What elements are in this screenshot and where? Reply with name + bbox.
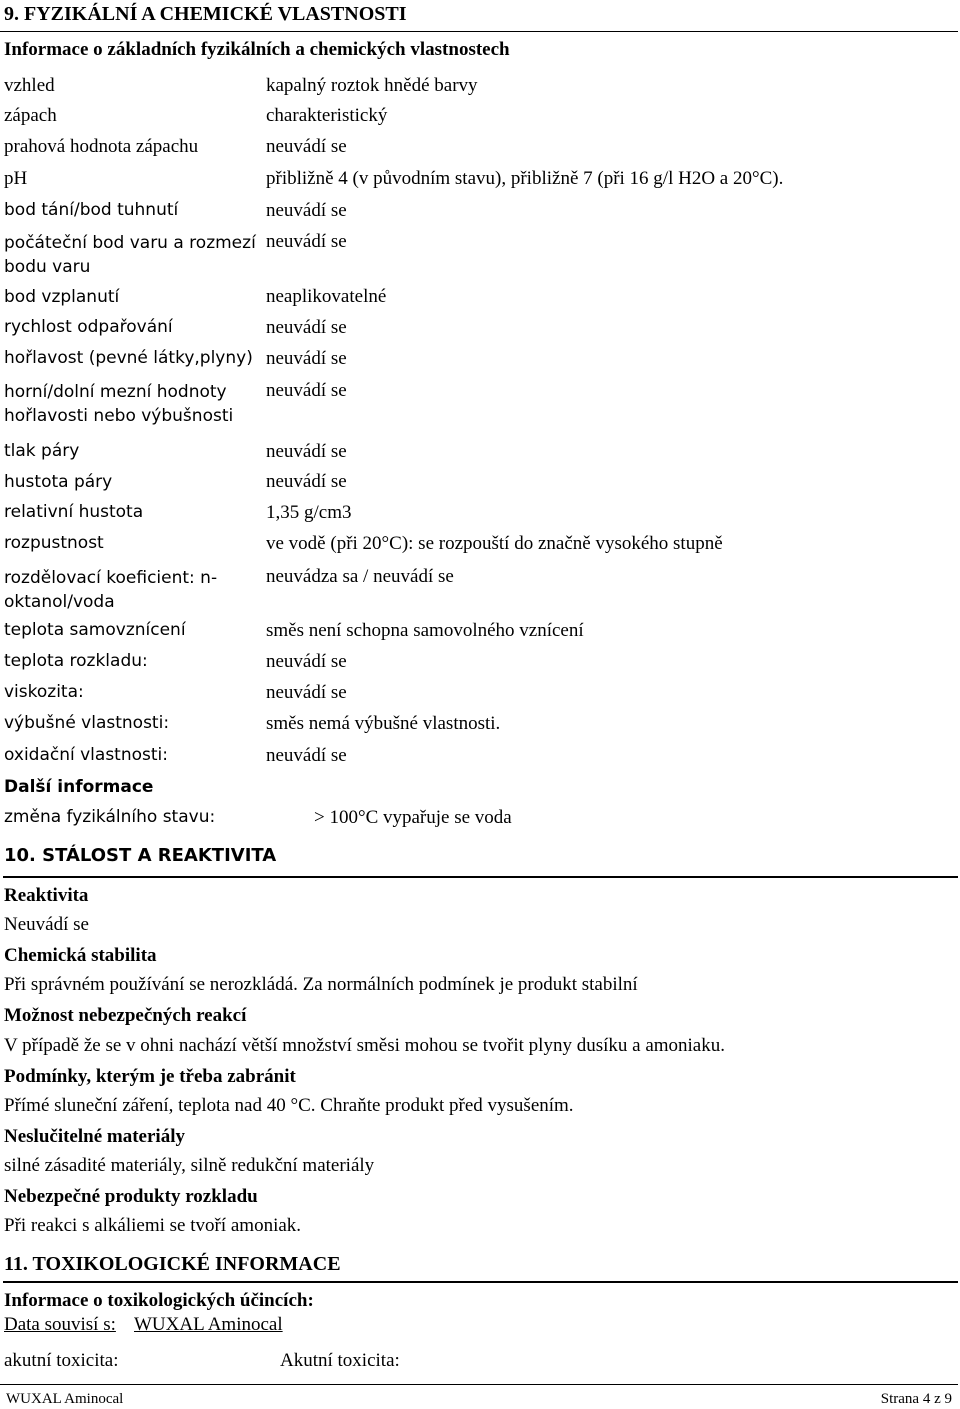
hazardous-reactions-heading: Možnost nebezpečných reakcí — [4, 1005, 247, 1026]
row-label: oxidační vlastnosti: — [4, 745, 168, 765]
data-source-label: Data souvisí s: — [4, 1314, 116, 1335]
row-label: tlak páry — [4, 441, 80, 461]
row-value: neaplikovatelné — [266, 286, 387, 307]
section-9-divider — [0, 31, 958, 32]
section-9-subtitle: Informace o základních fyzikálních a chemických vlastnostech — [4, 39, 510, 60]
row-value: kapalný roztok hnědé barvy — [266, 75, 478, 96]
row-label: horní/dolní mezní hodnoty hořlavosti nebo výbušnosti — [4, 382, 234, 426]
row-label: počáteční bod varu a rozmezí bodu varu — [4, 233, 256, 277]
row-label: bod tání/bod tuhnutí — [4, 200, 179, 220]
row-label: teplota samovznícení — [4, 620, 186, 640]
section-10-title: 10. STÁLOST A REAKTIVITA — [4, 845, 277, 866]
row-label: výbušné vlastnosti: — [4, 713, 170, 733]
row-value: neuvádza sa / neuvádí se — [266, 566, 454, 587]
footer-page-number: Strana 4 z 9 — [880, 1391, 952, 1407]
row-value: neuvádí se — [266, 348, 347, 369]
row-value: 1,35 g/cm3 — [266, 502, 352, 523]
row-value: neuvádí se — [266, 380, 347, 401]
footer-divider — [0, 1384, 958, 1385]
row-label: prahová hodnota zápachu — [4, 136, 199, 157]
hazardous-reactions-text: V případě že se v ohni nachází větší množství směsi mohou se tvořit plyny dusíku a amoniaku. — [4, 1035, 725, 1056]
stability-heading: Chemická stabilita — [4, 945, 157, 966]
row-value: neuvádí se — [266, 231, 347, 252]
row-label: rozdělovací koeficient: n-oktanol/voda — [4, 568, 218, 612]
row-label: viskozita: — [4, 682, 84, 702]
row-label: rozpustnost — [4, 533, 104, 553]
conditions-text: Přímé sluneční záření, teplota nad 40 °C. Chraňte produkt před vysušením. — [4, 1095, 574, 1116]
reactivity-heading: Reaktivita — [4, 885, 89, 906]
row-label: pH — [4, 168, 28, 189]
further-info-label: změna fyzikálního stavu: — [4, 807, 216, 827]
acute-toxicity-value: Akutní toxicita: — [280, 1350, 400, 1371]
row-value: charakteristický — [266, 105, 388, 126]
section-9-title: 9. FYZIKÁLNÍ A CHEMICKÉ VLASTNOSTI — [4, 3, 407, 25]
conditions-heading: Podmínky, kterým je třeba zabránit — [4, 1066, 296, 1087]
further-info-heading: Další informace — [4, 777, 154, 797]
row-value: neuvádí se — [266, 200, 347, 221]
row-value: neuvádí se — [266, 317, 347, 338]
section-10-divider — [3, 876, 958, 878]
incompatible-text: silné zásadité materiály, silně redukční materiály — [4, 1155, 375, 1176]
row-value: směs není schopna samovolného vznícení — [266, 620, 584, 641]
row-value: neuvádí se — [266, 682, 347, 703]
decomposition-heading: Nebezpečné produkty rozkladu — [4, 1186, 258, 1207]
row-label: relativní hustota — [4, 502, 144, 522]
footer-product: WUXAL Aminocal — [6, 1391, 124, 1407]
reactivity-text: Neuvádí se — [4, 914, 89, 935]
row-value: přibližně 4 (v původním stavu), přibližně 7 (při 16 g/l H2O a 20°C). — [266, 168, 784, 189]
section-11-subtitle: Informace o toxikologických účincích: — [4, 1290, 314, 1311]
row-label: zápach — [4, 105, 57, 126]
row-label: bod vzplanutí — [4, 287, 120, 307]
row-value: směs nemá výbušné vlastnosti. — [266, 713, 501, 734]
row-label: teplota rozkladu: — [4, 651, 148, 671]
row-value: neuvádí se — [266, 651, 347, 672]
row-value: neuvádí se — [266, 471, 347, 492]
row-value: neuvádí se — [266, 136, 347, 157]
further-info-value: > 100°C vypařuje se voda — [314, 807, 512, 828]
row-label: hořlavost (pevné látky,plyny) — [4, 348, 253, 368]
acute-toxicity-label: akutní toxicita: — [4, 1350, 119, 1371]
data-source-product: WUXAL Aminocal — [134, 1314, 283, 1335]
incompatible-heading: Neslučitelné materiály — [4, 1126, 185, 1147]
row-label: rychlost odpařování — [4, 317, 173, 337]
decomposition-text: Při reakci s alkáliemi se tvoří amoniak. — [4, 1215, 302, 1236]
section-11-title: 11. TOXIKOLOGICKÉ INFORMACE — [4, 1253, 341, 1275]
row-value: ve vodě (při 20°C): se rozpouští do značně vysokého stupně — [266, 533, 723, 554]
row-label: vzhled — [4, 75, 55, 96]
section-11-divider — [3, 1281, 958, 1283]
row-value: neuvádí se — [266, 441, 347, 462]
row-label: hustota páry — [4, 472, 113, 492]
stability-text: Při správném používání se nerozkládá. Za normálních podmínek je produkt stabilní — [4, 974, 638, 995]
row-value: neuvádí se — [266, 745, 347, 766]
